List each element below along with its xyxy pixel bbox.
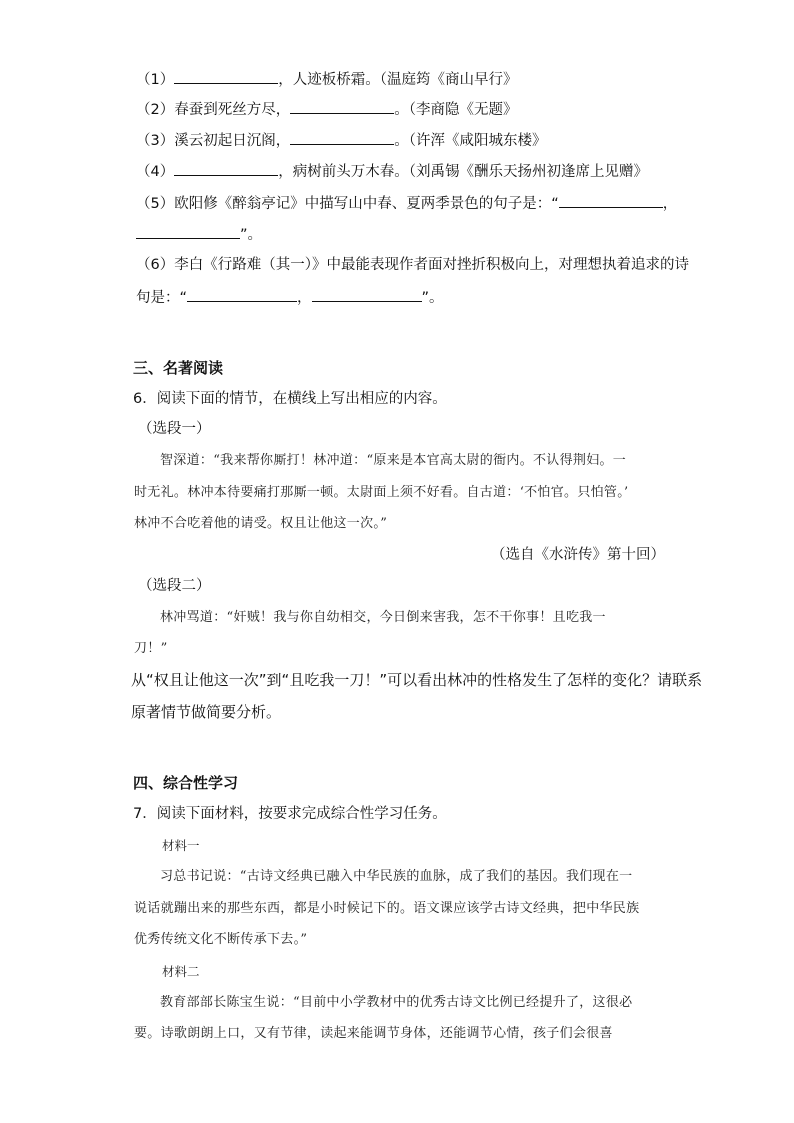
section-heading: 三、名著阅读: [133, 359, 224, 377]
answer-blank[interactable]: [136, 223, 240, 239]
q6-text: （6）李白《行路难（其一）》中最能表现作者面对挫折积极向上，对理想执着追求的诗: [136, 257, 689, 273]
analysis-prompt: 原著情节做简要分析。: [131, 703, 282, 721]
quote-line: 刀！”: [134, 641, 168, 656]
fill-blank-q2: [136, 98, 517, 120]
q2-number: （2）: [136, 102, 175, 118]
material-line: 说话就蹦出来的那些东西，都是小时候记下的。语文课应该学古诗文经典，把中华民族: [134, 901, 640, 916]
q1-text: ，人迹板桥霜。（温庭筠《商山早行》: [278, 72, 518, 88]
answer-blank[interactable]: [290, 98, 394, 114]
q1-number: （1）: [136, 72, 175, 88]
q4-number: （4）: [136, 164, 175, 180]
answer-blank[interactable]: [290, 129, 394, 145]
q3-number: （3）: [136, 133, 175, 149]
material-line: 习总书记说：“古诗文经典已融入中华民族的血脉，成了我们的基因。我们现在一: [160, 869, 633, 884]
q5-comma: ，: [662, 196, 678, 212]
q2-text-before: 春蚕到死丝方尽，: [174, 102, 291, 118]
quote-line: 林冲不合吃着他的请受。权且让他这一次。”: [134, 516, 388, 531]
q3-text-before: 溪云初起日沉阁，: [174, 133, 291, 149]
q5-text: （5）欧阳修《醉翁亭记》中描写山中春、夏两季景色的句子是：“: [136, 196, 559, 212]
fill-blank-q5: [136, 192, 677, 214]
fill-blank-q6: [136, 255, 689, 275]
answer-blank[interactable]: [559, 192, 663, 208]
answer-blank[interactable]: [312, 286, 422, 302]
fill-blank-q1: [136, 68, 517, 90]
analysis-prompt: 从“权且让他这一次”到“且吃我一刀！”可以看出林冲的性格发生了怎样的变化？请联系: [131, 671, 703, 689]
q2-text-after: 。（李商隐《无题》: [394, 102, 518, 118]
section-heading: 四、综合性学习: [133, 774, 239, 792]
q4-text: ，病树前头万木春。（刘禹锡《酬乐天扬州初逢席上见赠》: [278, 164, 648, 180]
question-6: 6．阅读下面的情节，在横线上写出相应的内容。: [133, 391, 447, 407]
q3-text-after: 。（许浑《咸阳城东楼》: [394, 133, 547, 149]
material-label-2: 材料二: [162, 964, 200, 979]
q5-end: ”。: [240, 227, 263, 243]
answer-blank[interactable]: [174, 68, 278, 84]
fill-blank-q5-line2: [136, 223, 262, 245]
fill-blank-q6-line2: [136, 286, 444, 308]
quote-line: 智深道：“我来帮你厮打！林冲道：“原来是本官高太尉的衙内。不认得荆妇。一: [160, 453, 627, 468]
source-citation: （选自《水浒传》第十回）: [491, 547, 665, 563]
quote-line: 林冲骂道：“奸贼！我与你自幼相交，今日倒来害我，怎不干你事！且吃我一: [160, 610, 606, 625]
answer-blank[interactable]: [174, 160, 278, 176]
material-line: 教育部部长陈宝生说：“目前中小学教材中的优秀古诗文比例已经提升了，这很必: [160, 995, 633, 1010]
q6-text-start: 句是：“: [136, 290, 188, 306]
segment-label-2: （选段二）: [138, 578, 211, 594]
question-7: 7．阅读下面材料，按要求完成综合性学习任务。: [133, 806, 447, 822]
material-line: 优秀传统文化不断传承下去。”: [134, 932, 308, 947]
fill-blank-q3: [136, 129, 546, 151]
q6-end: ”。: [421, 290, 444, 306]
fill-blank-q4: [136, 160, 648, 182]
answer-blank[interactable]: [187, 286, 297, 302]
q6-comma: ，: [297, 290, 312, 306]
material-label-1: 材料一: [162, 838, 200, 853]
quote-line: 时无礼。林冲本待要痛打那厮一顿。太尉面上须不好看。自古道：‘不怕官。只怕管。’: [134, 485, 629, 500]
material-line: 要。诗歌朗朗上口，又有节律，读起来能调节身体，还能调节心情，孩子们会很喜: [134, 1026, 613, 1041]
segment-label-1: （选段一）: [138, 421, 211, 437]
